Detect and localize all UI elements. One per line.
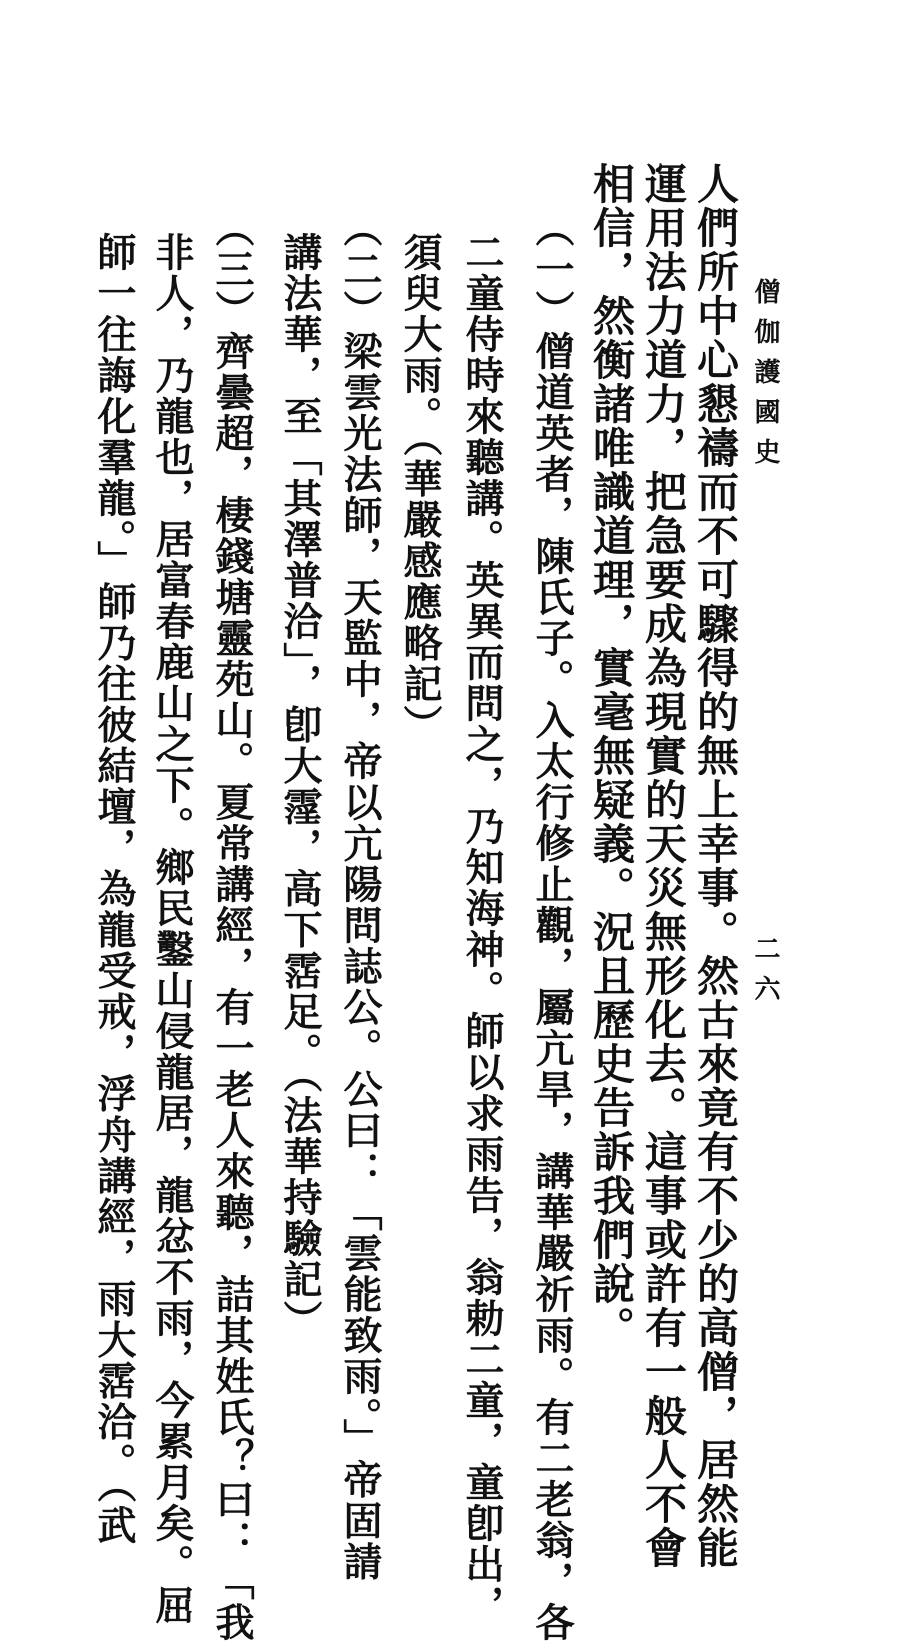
text-column-3: 相信，然衡諸唯識道理，實毫無疑義。況且歷史告訴我們說。 bbox=[587, 162, 636, 1350]
text-column-7: （二）梁雲光法師，天監中，帝以亢陽問誌公。公曰：「雲能致雨。」帝固請 bbox=[337, 208, 383, 1583]
text-column-6: 須臾大雨。（華嚴感應略記） bbox=[397, 232, 443, 746]
text-column-5: 二童侍時來聽講。英異而問之，乃知海神。師以求雨告，翁勅二童，童卽出， bbox=[459, 232, 505, 1626]
text-column-2: 運用法力道力，把急要成為現實的天災無形化去。這事或許有一般人不會 bbox=[639, 162, 688, 1570]
text-column-4: （一）僧道英者，陳氏子。入太行修止觀，屬亢旱，講華嚴祈雨。有二老翁，各 bbox=[529, 208, 575, 1643]
page-number: 二六 bbox=[750, 935, 780, 1015]
text-column-10: 非人，乃龍也，居富春鹿山之下。鄉民鑿山侵龍居，龍忿不雨，今累月矣。屈 bbox=[149, 232, 195, 1626]
running-header-title: 僧伽護國史 bbox=[750, 278, 780, 478]
text-column-1: 人們所中心懇禱而不可驟得的無上幸事。然古來竟有不少的高僧，居然能 bbox=[691, 162, 740, 1570]
text-column-8: 講法華，至「其澤普洽」，卽大霪，高下霑足。（法華持驗記） bbox=[277, 232, 323, 1341]
text-column-11: 師一往誨化羣龍。」師乃往彼結壇，為龍受戒，浮舟講經，雨大霑洽。（武 bbox=[91, 232, 137, 1546]
text-column-9: （三）齊曇超，棲錢塘靈苑山。夏常講經，有一老人來聽，詰其姓氏？曰：「我 bbox=[209, 208, 255, 1643]
